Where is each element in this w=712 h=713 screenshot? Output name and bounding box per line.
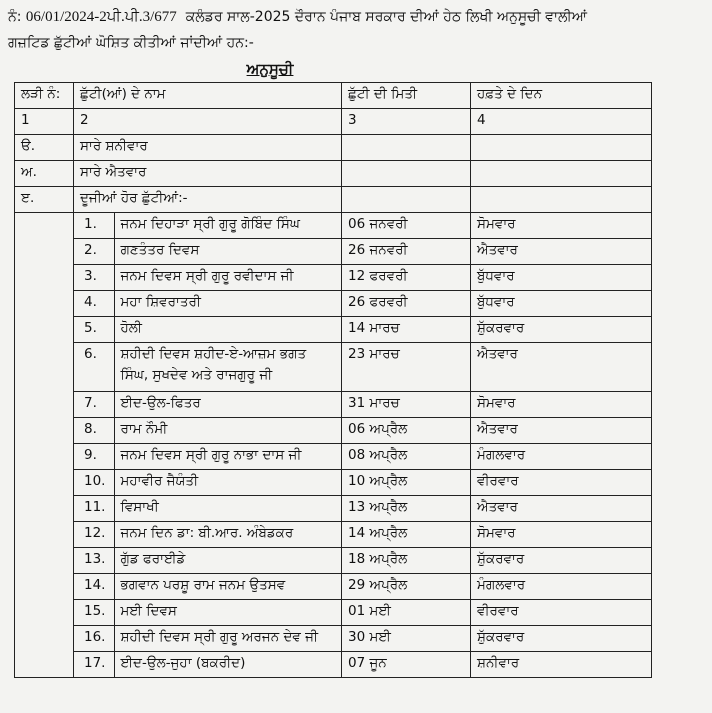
holiday-name: ਈਦ-ਉਲ-ਫਿਤਰ: [114, 392, 342, 418]
holiday-date: 14 ਮਾਰਚ: [342, 317, 471, 343]
holiday-date: 06 ਅਪ੍ਰੈਲ: [342, 418, 471, 444]
holiday-date: 18 ਅਪ੍ਰੈਲ: [342, 548, 471, 574]
group-row: [15, 161, 652, 187]
table-row: [15, 392, 652, 418]
empty-cell: [342, 161, 471, 187]
holiday-date: 10 ਅਪ੍ਰੈਲ: [342, 470, 471, 496]
holiday-name: ਜਨਮ ਦਿਹਾੜਾ ਸ੍ਰੀ ਗੁਰੂ ਗੋਬਿੰਦ ਸਿੰਘ: [114, 213, 342, 239]
holiday-name: ਜਨਮ ਦਿਵਸ ਸ੍ਰੀ ਗੁਰੂ ਨਾਭਾ ਦਾਸ ਜੀ: [114, 444, 342, 470]
holiday-name: ਗਣਤੰਤਰ ਦਿਵਸ: [114, 239, 342, 265]
holiday-weekday: ਸੋਮਵਾਰ: [471, 392, 652, 418]
holiday-name: ਮਹਾਵੀਰ ਜੈਯੰਤੀ: [114, 470, 342, 496]
holiday-name: ਜਨਮ ਦਿਵਸ ਸ੍ਰੀ ਗੁਰੂ ਰਵੀਦਾਸ ਜੀ: [114, 265, 342, 291]
holiday-number: 7.: [74, 392, 115, 418]
group-code: ਅ.: [15, 161, 74, 187]
holiday-date: 08 ਅਪ੍ਰੈਲ: [342, 444, 471, 470]
empty-cell: [471, 161, 652, 187]
table-row: [15, 317, 652, 343]
holiday-name: ਮਈ ਦਿਵਸ: [114, 600, 342, 626]
holiday-name: ਈਦ-ਉਲ-ਜੁਹਾ (ਬਕਰੀਦ): [114, 652, 342, 678]
group-code: ੳ.: [15, 135, 74, 161]
holiday-number: 5.: [74, 317, 115, 343]
holiday-weekday: ਮੰਗਲਵਾਰ: [471, 444, 652, 470]
holiday-weekday: ਸੋਮਵਾਰ: [471, 213, 652, 239]
holiday-weekday: ਸ਼ੁੱਕਰਵਾਰ: [471, 626, 652, 652]
table-row: [15, 652, 652, 678]
holiday-date: 12 ਫਰਵਰੀ: [342, 265, 471, 291]
group-row: [15, 187, 652, 213]
table-row: [15, 213, 652, 239]
group-row: [15, 135, 652, 161]
holiday-number: 8.: [74, 418, 115, 444]
table-row: [15, 343, 652, 392]
holiday-number: 13.: [74, 548, 115, 574]
index-cell: 1: [15, 109, 74, 135]
index-cell: 2: [74, 109, 342, 135]
holiday-weekday: ਬੁੱਧਵਾਰ: [471, 291, 652, 317]
table-row: [15, 418, 652, 444]
table-row: [15, 522, 652, 548]
holiday-number: 3.: [74, 265, 115, 291]
index-cell: 3: [342, 109, 471, 135]
index-cell: 4: [471, 109, 652, 135]
holiday-date: 29 ਅਪ੍ਰੈਲ: [342, 574, 471, 600]
header-line-1: [8, 4, 708, 30]
ref-label: ਨੰ:: [8, 9, 22, 25]
table-row: [15, 496, 652, 522]
holiday-date: 06 ਜਨਵਰੀ: [342, 213, 471, 239]
holiday-number: 12.: [74, 522, 115, 548]
table-row: [15, 470, 652, 496]
holiday-weekday: ਵੀਰਵਾਰ: [471, 600, 652, 626]
holiday-name: ਹੋਲੀ: [114, 317, 342, 343]
holiday-date: 26 ਫਰਵਰੀ: [342, 291, 471, 317]
group-name: ਦੂਜੀਆਂ ਹੋਰ ਛੁੱਟੀਆਂ:-: [74, 187, 342, 213]
holiday-number: 17.: [74, 652, 115, 678]
header-line-2: ਗਜ਼ਟਿਡ ਛੁੱਟੀਆਂ ਘੋਸ਼ਿਤ ਕੀਤੀਆਂ ਜਾਂਦੀਆਂ ਹਨ:-: [8, 35, 254, 51]
table-row: [15, 548, 652, 574]
table-row: [15, 265, 652, 291]
holiday-weekday: ਵੀਰਵਾਰ: [471, 470, 652, 496]
header-date: ਛੁੱਟੀ ਦੀ ਮਿਤੀ: [342, 83, 471, 109]
empty-cell: [342, 187, 471, 213]
holiday-number: 2.: [74, 239, 115, 265]
table-row: [15, 291, 652, 317]
holiday-number: 11.: [74, 496, 115, 522]
table-index-row: [15, 109, 652, 135]
holiday-number: 4.: [74, 291, 115, 317]
holiday-weekday: ਐਤਵਾਰ: [471, 496, 652, 522]
table-header-row: [15, 83, 652, 109]
holiday-name: ਸ਼ਹੀਦੀ ਦਿਵਸ ਸ਼ਹੀਦ-ਏ-ਆਜ਼ਮ ਭਗਤ ਸਿੰਘ, ਸੁਖਦੇਵ ਅਤੇ ਰਾਜਗੁਰੂ ਜੀ: [114, 343, 342, 392]
table-row: [15, 239, 652, 265]
group-name: ਸਾਰੇ ਸ਼ਨੀਵਾਰ: [74, 135, 342, 161]
holiday-weekday: ਸੋਮਵਾਰ: [471, 522, 652, 548]
empty-cell: [342, 135, 471, 161]
holiday-date: 23 ਮਾਰਚ: [342, 343, 471, 392]
holiday-table: [14, 82, 652, 678]
header-weekday: ਹਫ਼ਤੇ ਦੇ ਦਿਨ: [471, 83, 652, 109]
table-row: [15, 626, 652, 652]
table-row: [15, 600, 652, 626]
holiday-weekday: ਐਤਵਾਰ: [471, 418, 652, 444]
holiday-date: 14 ਅਪ੍ਰੈਲ: [342, 522, 471, 548]
group-code: ੲ.: [15, 187, 74, 213]
schedule-title: ਅਨੁਸੂਚੀ: [246, 60, 294, 78]
holiday-name: ਵਿਸਾਖੀ: [114, 496, 342, 522]
holiday-name: ਗੁੱਡ ਫਰਾਈਡੇ: [114, 548, 342, 574]
header-line1-text: ਕਲੰਡਰ ਸਾਲ-2025 ਦੌਰਾਨ ਪੰਜਾਬ ਸਰਕਾਰ ਦੀਆਂ ਹੇਠ ਲਿਖੀ ਅਨੁਸੂਚੀ ਵਾਲੀਆਂ: [185, 9, 587, 25]
holiday-number: 6.: [74, 343, 115, 392]
holiday-weekday: ਸ਼ੁੱਕਰਵਾਰ: [471, 317, 652, 343]
holiday-name: ਮਹਾ ਸ਼ਿਵਰਾਤਰੀ: [114, 291, 342, 317]
empty-cell: [471, 135, 652, 161]
ref-number: 06/01/2024-2ਪੀ.ਪੀ.3/677: [25, 9, 177, 25]
holiday-number: 16.: [74, 626, 115, 652]
holiday-date: 30 ਮਈ: [342, 626, 471, 652]
table-row: [15, 574, 652, 600]
holiday-name: ਜਨਮ ਦਿਨ ਡਾ: ਬੀ.ਆਰ. ਅੰਬੇਡਕਰ: [114, 522, 342, 548]
holiday-date: 31 ਮਾਰਚ: [342, 392, 471, 418]
holiday-date: 07 ਜੂਨ: [342, 652, 471, 678]
holiday-date: 01 ਮਈ: [342, 600, 471, 626]
holiday-weekday: ਬੁੱਧਵਾਰ: [471, 265, 652, 291]
table-row: [15, 444, 652, 470]
header-holiday-name: ਛੁੱਟੀ(ਆਂ) ਦੇ ਨਾਮ: [74, 83, 342, 109]
holiday-name: ਸ਼ਹੀਦੀ ਦਿਵਸ ਸ੍ਰੀ ਗੁਰੂ ਅਰਜਨ ਦੇਵ ਜੀ: [114, 626, 342, 652]
empty-cell: [471, 187, 652, 213]
holiday-weekday: ਮੰਗਲਵਾਰ: [471, 574, 652, 600]
group-name: ਸਾਰੇ ਐਤਵਾਰ: [74, 161, 342, 187]
holiday-number: 1.: [74, 213, 115, 239]
document-header: [8, 4, 708, 56]
holiday-number: 9.: [74, 444, 115, 470]
holiday-weekday: ਐਤਵਾਰ: [471, 239, 652, 265]
holiday-date: 13 ਅਪ੍ਰੈਲ: [342, 496, 471, 522]
holiday-weekday: ਸ਼ਨੀਵਾਰ: [471, 652, 652, 678]
blank-serial-cell: [15, 213, 74, 678]
holiday-number: 14.: [74, 574, 115, 600]
holiday-name: ਭਗਵਾਨ ਪਰਸ਼ੂ ਰਾਮ ਜਨਮ ਉਤਸਵ: [114, 574, 342, 600]
header-serial: ਲੜੀ ਨੰ:: [15, 83, 74, 109]
holiday-weekday: ਐਤਵਾਰ: [471, 343, 652, 392]
holiday-date: 26 ਜਨਵਰੀ: [342, 239, 471, 265]
holiday-number: 15.: [74, 600, 115, 626]
holiday-name: ਰਾਮ ਨੌਮੀ: [114, 418, 342, 444]
holiday-number: 10.: [74, 470, 115, 496]
holiday-weekday: ਸ਼ੁੱਕਰਵਾਰ: [471, 548, 652, 574]
